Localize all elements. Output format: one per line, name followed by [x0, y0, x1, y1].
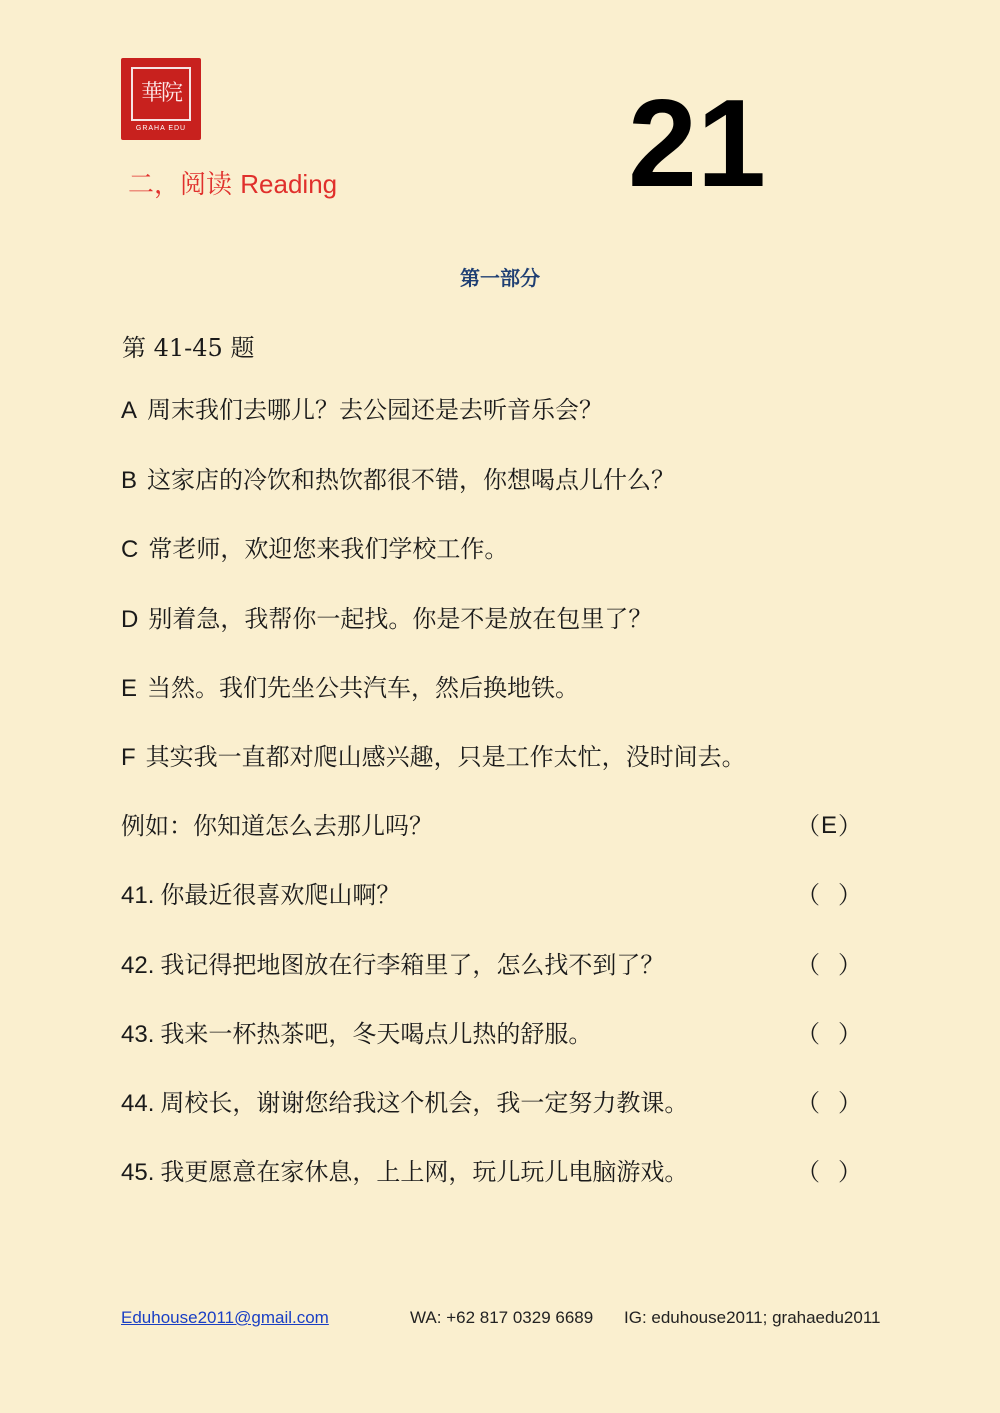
- logo-text: GRAHA EDU: [135, 124, 187, 132]
- answer-blank-44[interactable]: （ ）: [796, 1089, 862, 1117]
- option-f: F 其实我一直都对爬山感兴趣，只是工作太忙，没时间去。: [121, 743, 746, 771]
- part-title: 第一部分: [460, 266, 540, 290]
- logo-seal-icon: 華院: [131, 67, 191, 121]
- option-b: B 这家店的冷饮和热饮都很不错，你想喝点儿什么？: [121, 466, 676, 494]
- question-44: 44. 周校长，谢谢您给我这个机会，我一定努力教课。: [121, 1089, 689, 1117]
- page-number: 21: [628, 75, 766, 213]
- answer-blank-45[interactable]: （ ）: [796, 1158, 862, 1186]
- option-a: A 周末我们去哪儿？去公园还是去听音乐会？: [121, 396, 604, 424]
- email-link[interactable]: Eduhouse2011@gmail.com: [121, 1308, 329, 1327]
- section-title-cn: 二，阅读: [128, 170, 241, 200]
- option-c: C 常老师，欢迎您来我们学校工作。: [121, 535, 509, 563]
- logo: [121, 58, 201, 140]
- question-43: 43. 我来一杯热茶吧，冬天喝点儿热的舒服。: [121, 1020, 593, 1048]
- question-range: 第 41-45 题: [122, 334, 255, 362]
- question-45: 45. 我更愿意在家休息，上上网，玩儿玩儿电脑游戏。: [121, 1158, 689, 1186]
- question-42: 42. 我记得把地图放在行李箱里了，怎么找不到了？: [121, 951, 665, 979]
- section-title: [128, 164, 337, 201]
- whatsapp-contact: WA: +62 817 0329 6689: [410, 1308, 594, 1327]
- option-e: E 当然。我们先坐公共汽车，然后换地铁。: [121, 674, 580, 702]
- question-41: 41. 你最近很喜欢爬山啊？: [121, 881, 401, 909]
- example-answer: （ E ）: [796, 812, 862, 840]
- answer-blank-43[interactable]: （ ）: [796, 1020, 862, 1048]
- answer-blank-42[interactable]: （ ）: [796, 951, 862, 979]
- section-title-en: Reading: [240, 169, 338, 199]
- instagram-contact: IG: eduhouse2011; grahaedu2011: [624, 1308, 881, 1327]
- example-row: 例如：你知道怎么去那儿吗？: [121, 812, 433, 840]
- option-d: D 别着急，我帮你一起找。你是不是放在包里了？: [121, 605, 653, 633]
- answer-blank-41[interactable]: （ ）: [796, 881, 862, 909]
